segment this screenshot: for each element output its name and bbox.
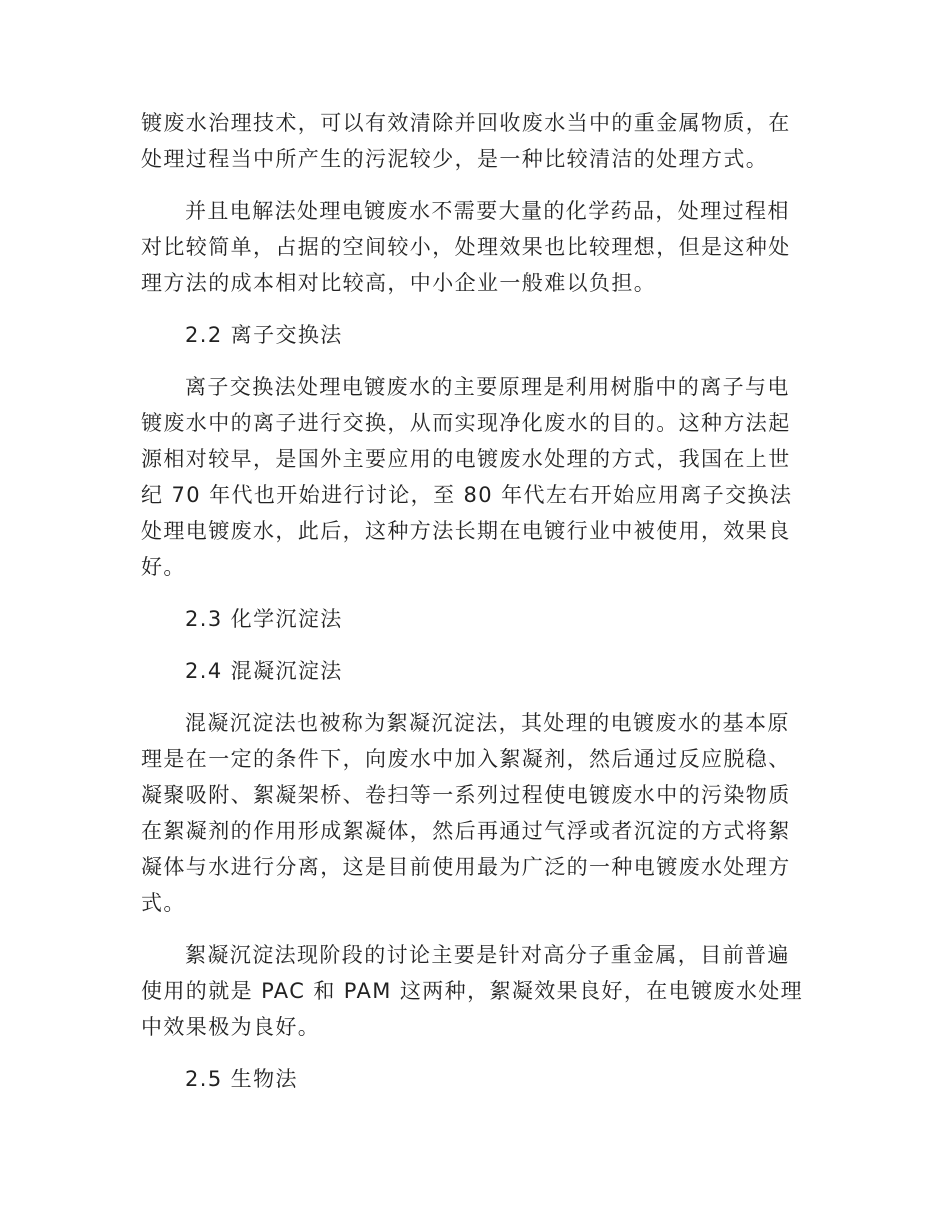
- paragraph-ion-exchange: 离子交换法处理电镀废水的主要原理是利用树脂中的离子与电镀废水中的离子进行交换，从而实现净化废水的目的。这种方法起源相对较早，是国外主要应用的电镀废水处理的方式，我国在上世纪 70 年代也开始进行讨论，至 80 年代左右开始应用离子交换法处理电镀废水，此后，这种方法长期在电镀行业中被使用，效果良好。: [141, 375, 793, 579]
- paragraph-coagulation: 混凝沉淀法也被称为絮凝沉淀法，其处理的电镀废水的基本原理是在一定的条件下，向废水中加入絮凝剂，然后通过反应脱稳、凝聚吸附、絮凝架桥、卷扫等一系列过程使电镀废水中的污染物质在絮凝剂的作用形成絮凝体，然后再通过气浮或者沉淀的方式将絮凝体与水进行分离，这是目前使用最为广泛的一种电镀废水处理方式。: [141, 711, 791, 915]
- paragraph-continuation: 镀废水治理技术，可以有效清除并回收废水当中的重金属物质，在处理过程当中所产生的污泥较少，是一种比较清洁的处理方式。: [141, 111, 791, 171]
- section-heading-chemical-precipitation: 2.3 化学沉淀法: [185, 607, 343, 631]
- section-heading-ion-exchange: 2.2 离子交换法: [185, 323, 343, 347]
- section-heading-coagulation: 2.4 混凝沉淀法: [185, 659, 343, 683]
- paragraph-flocculation: 絮凝沉淀法现阶段的讨论主要是针对高分子重金属，目前普遍使用的就是 PAC 和 PAM 这两种，絮凝效果良好，在电镀废水处理中效果极为良好。: [141, 943, 804, 1039]
- section-heading-biological: 2.5 生物法: [185, 1067, 298, 1091]
- paragraph-electrolysis: 并且电解法处理电镀废水不需要大量的化学药品，处理过程相对比较简单，占据的空间较小，处理效果也比较理想，但是这种处理方法的成本相对比较高，中小企业一般难以负担。: [141, 199, 791, 295]
